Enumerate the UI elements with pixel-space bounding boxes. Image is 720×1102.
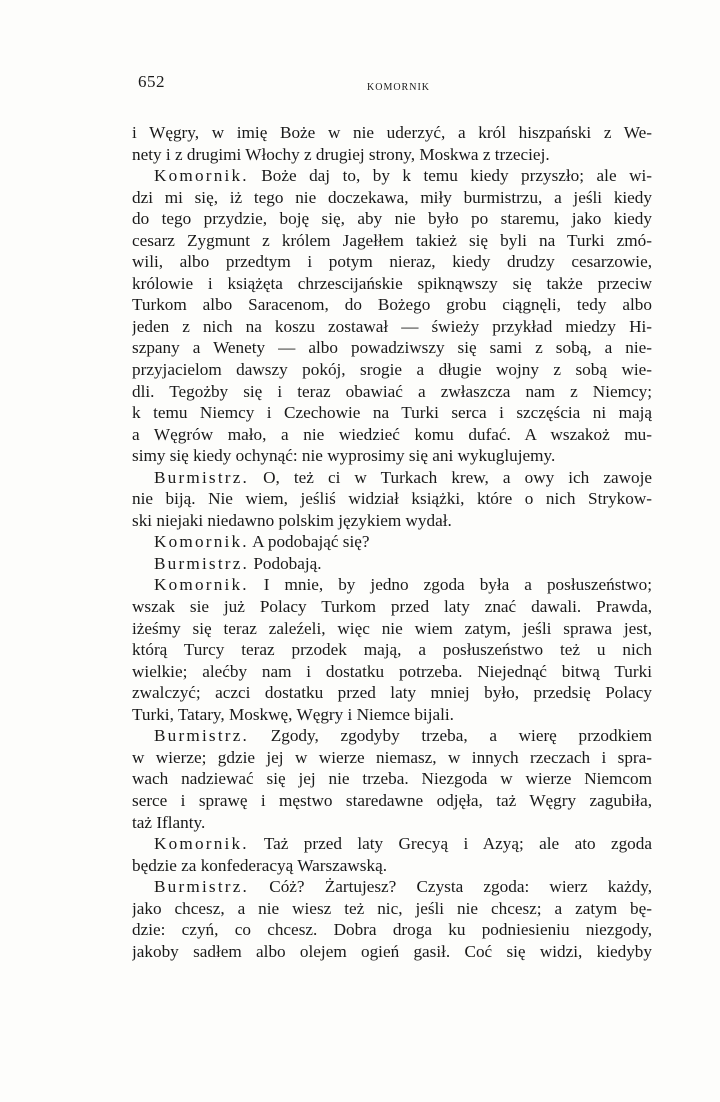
text-line bbox=[132, 337, 652, 359]
line-text: dzi mi się, iż tego nie doczekawa, miły burmistrzu, a jeśli kiedy bbox=[132, 187, 652, 207]
line-text: nie biją. Nie wiem, jeśliś widział książki, które o nich Strykow- bbox=[132, 489, 652, 509]
text-line bbox=[132, 768, 652, 790]
line-text: wielkie; alećby nam i dostatku potrzeba. Niejednąć bitwą Turki bbox=[132, 661, 652, 681]
speaker-name: Komornik. bbox=[154, 532, 249, 552]
line-text: szpany a Wenety — albo powadziwszy się sami z sobą, a nie- bbox=[132, 338, 652, 358]
line-text: nety i z drugimi Włochy z drugiej strony, Moskwa z trzeciej. bbox=[132, 144, 550, 164]
text-line bbox=[132, 790, 652, 812]
line-text: jako chcesz, a nie wiesz też nic, jeśli nie chcesz; a zatym bę- bbox=[132, 898, 652, 918]
line-text: jeden z nich na koszu zostawał — świeży przykład miedzy Hi- bbox=[132, 316, 652, 336]
text-line bbox=[132, 316, 652, 338]
line-text: Turki, Tatary, Moskwę, Węgry i Niemce bijali. bbox=[132, 704, 454, 724]
text-line bbox=[132, 122, 652, 144]
text-line bbox=[132, 424, 652, 446]
line-text: k temu Niemcy i Czechowie na Turki serca i szczęścia ni mają bbox=[132, 403, 652, 423]
line-text: do tego przydzie, boję się, aby nie było po staremu, jako kiedy bbox=[132, 209, 652, 229]
text-line bbox=[132, 682, 652, 704]
line-text: w wierze; gdzie jej w wierze niemasz, w innych rzeczach i spra- bbox=[132, 747, 652, 767]
text-line bbox=[132, 187, 652, 209]
text-line bbox=[132, 445, 652, 467]
speaker-name: Burmistrz. bbox=[154, 467, 250, 487]
text-line bbox=[132, 596, 652, 618]
line-text: Turkom albo Saracenom, do Bożego grobu ciągnęli, tedy albo bbox=[132, 295, 652, 315]
line-text: którą Turcy teraz przodek mają, a posłuszeństwo też u nich bbox=[132, 640, 652, 660]
line-text: Taż przed laty Grecyą i Azyą; ale ato zgoda bbox=[248, 834, 652, 854]
text-line bbox=[132, 833, 652, 855]
text-line bbox=[132, 144, 652, 166]
text-line bbox=[132, 165, 652, 187]
text-line bbox=[132, 273, 652, 295]
speaker-name: Burmistrz. bbox=[154, 877, 250, 897]
text-line bbox=[132, 488, 652, 510]
line-text: O, też ci w Turkach krew, a owy ich zawoje bbox=[249, 467, 652, 487]
line-text: ski niejaki niedawno polskim językiem wydał. bbox=[132, 510, 452, 530]
line-text: iżeśmy się teraz zaleźeli, więc nie wiem zatym, jeśli sprawa jest, bbox=[132, 618, 652, 638]
page-number: 652 bbox=[138, 72, 165, 91]
line-text: królowie i książęta chrzescijańskie spiknąwszy się także przeciw bbox=[132, 273, 652, 293]
line-text: jakoby sadłem albo olejem ogień gasił. Coć się widzi, kiedyby bbox=[132, 941, 652, 961]
text-line bbox=[132, 704, 652, 726]
text-line bbox=[132, 855, 652, 877]
text-line bbox=[132, 251, 652, 273]
line-text: Zgody, zgodyby trzeba, a wierę przodkiem bbox=[249, 726, 652, 746]
line-text: przyjacielom dawszy pokój, srogie a długie wojny z sobą wie- bbox=[132, 360, 652, 380]
line-text: zwalczyć; aczci dostatku przed laty mniej było, przedsię Polacy bbox=[132, 683, 652, 703]
text-line bbox=[132, 531, 652, 553]
running-head: KOMORNIK bbox=[367, 82, 430, 93]
line-text: dzie: czyń, co chcesz. Dobra droga ku podniesieniu niezgody, bbox=[132, 920, 652, 940]
line-text: wili, albo przedtym i potym nieraz, kiedy drudzy cesarzowie, bbox=[132, 252, 652, 272]
text-line bbox=[132, 661, 652, 683]
line-text: wszak sie już Polacy Turkom przed laty znać dawali. Prawda, bbox=[132, 597, 652, 617]
text-line bbox=[132, 359, 652, 381]
line-text: Podobają. bbox=[249, 553, 322, 573]
speaker-name: Komornik. bbox=[154, 166, 249, 186]
text-line bbox=[132, 208, 652, 230]
line-text: taż Iflanty. bbox=[132, 812, 206, 832]
text-line bbox=[132, 725, 652, 747]
line-text: wach nadziewać się jej nie trzeba. Niezgoda w wierze Niemcom bbox=[132, 769, 652, 789]
speaker-name: Burmistrz. bbox=[154, 553, 250, 573]
line-text: I mnie, by jedno zgoda była a posłuszeństwo; bbox=[248, 575, 652, 595]
text-line bbox=[132, 381, 652, 403]
text-line bbox=[132, 574, 652, 596]
line-text: a Węgrów mało, a nie wiedzieć komu dufać. A wszakoż mu- bbox=[132, 424, 652, 444]
speaker-name: Burmistrz. bbox=[154, 726, 250, 746]
text-line bbox=[132, 876, 652, 898]
line-text: cesarz Zygmunt z królem Jagełłem takież się byli na Turki zmó- bbox=[132, 230, 652, 250]
text-line bbox=[132, 639, 652, 661]
text-line bbox=[132, 230, 652, 252]
line-text: A podobająć się? bbox=[248, 532, 370, 552]
speaker-name: Komornik. bbox=[154, 834, 249, 854]
text-line bbox=[132, 553, 652, 575]
line-text: serce i sprawę i męstwo staredawne odjęła, taż Węgry zagubiła, bbox=[132, 790, 652, 810]
text-line bbox=[132, 941, 652, 963]
speaker-name: Komornik. bbox=[154, 575, 249, 595]
line-text: Boże daj to, by k temu kiedy przyszło; ale wi- bbox=[248, 166, 652, 186]
text-line bbox=[132, 510, 652, 532]
line-text: i Węgry, w imię Boże w nie uderzyć, a król hiszpański z We- bbox=[132, 123, 652, 142]
text-line bbox=[132, 467, 652, 489]
text-line bbox=[132, 294, 652, 316]
line-text: Cóż? Żartujesz? Czysta zgoda: wierz każdy, bbox=[249, 877, 652, 897]
line-text: będzie za konfederacyą Warszawską. bbox=[132, 855, 388, 875]
text-line bbox=[132, 898, 652, 920]
line-text: dli. Tegożby się i teraz obawiać a zwłaszcza nam z Niemcy; bbox=[132, 381, 652, 401]
text-line bbox=[132, 747, 652, 769]
text-line bbox=[132, 402, 652, 424]
text-line bbox=[132, 812, 652, 834]
body-text bbox=[132, 122, 652, 962]
text-line bbox=[132, 919, 652, 941]
text-line bbox=[132, 618, 652, 640]
line-text: simy się kiedy ochynąć: nie wyprosimy się ani wykuglujemy. bbox=[132, 446, 556, 466]
